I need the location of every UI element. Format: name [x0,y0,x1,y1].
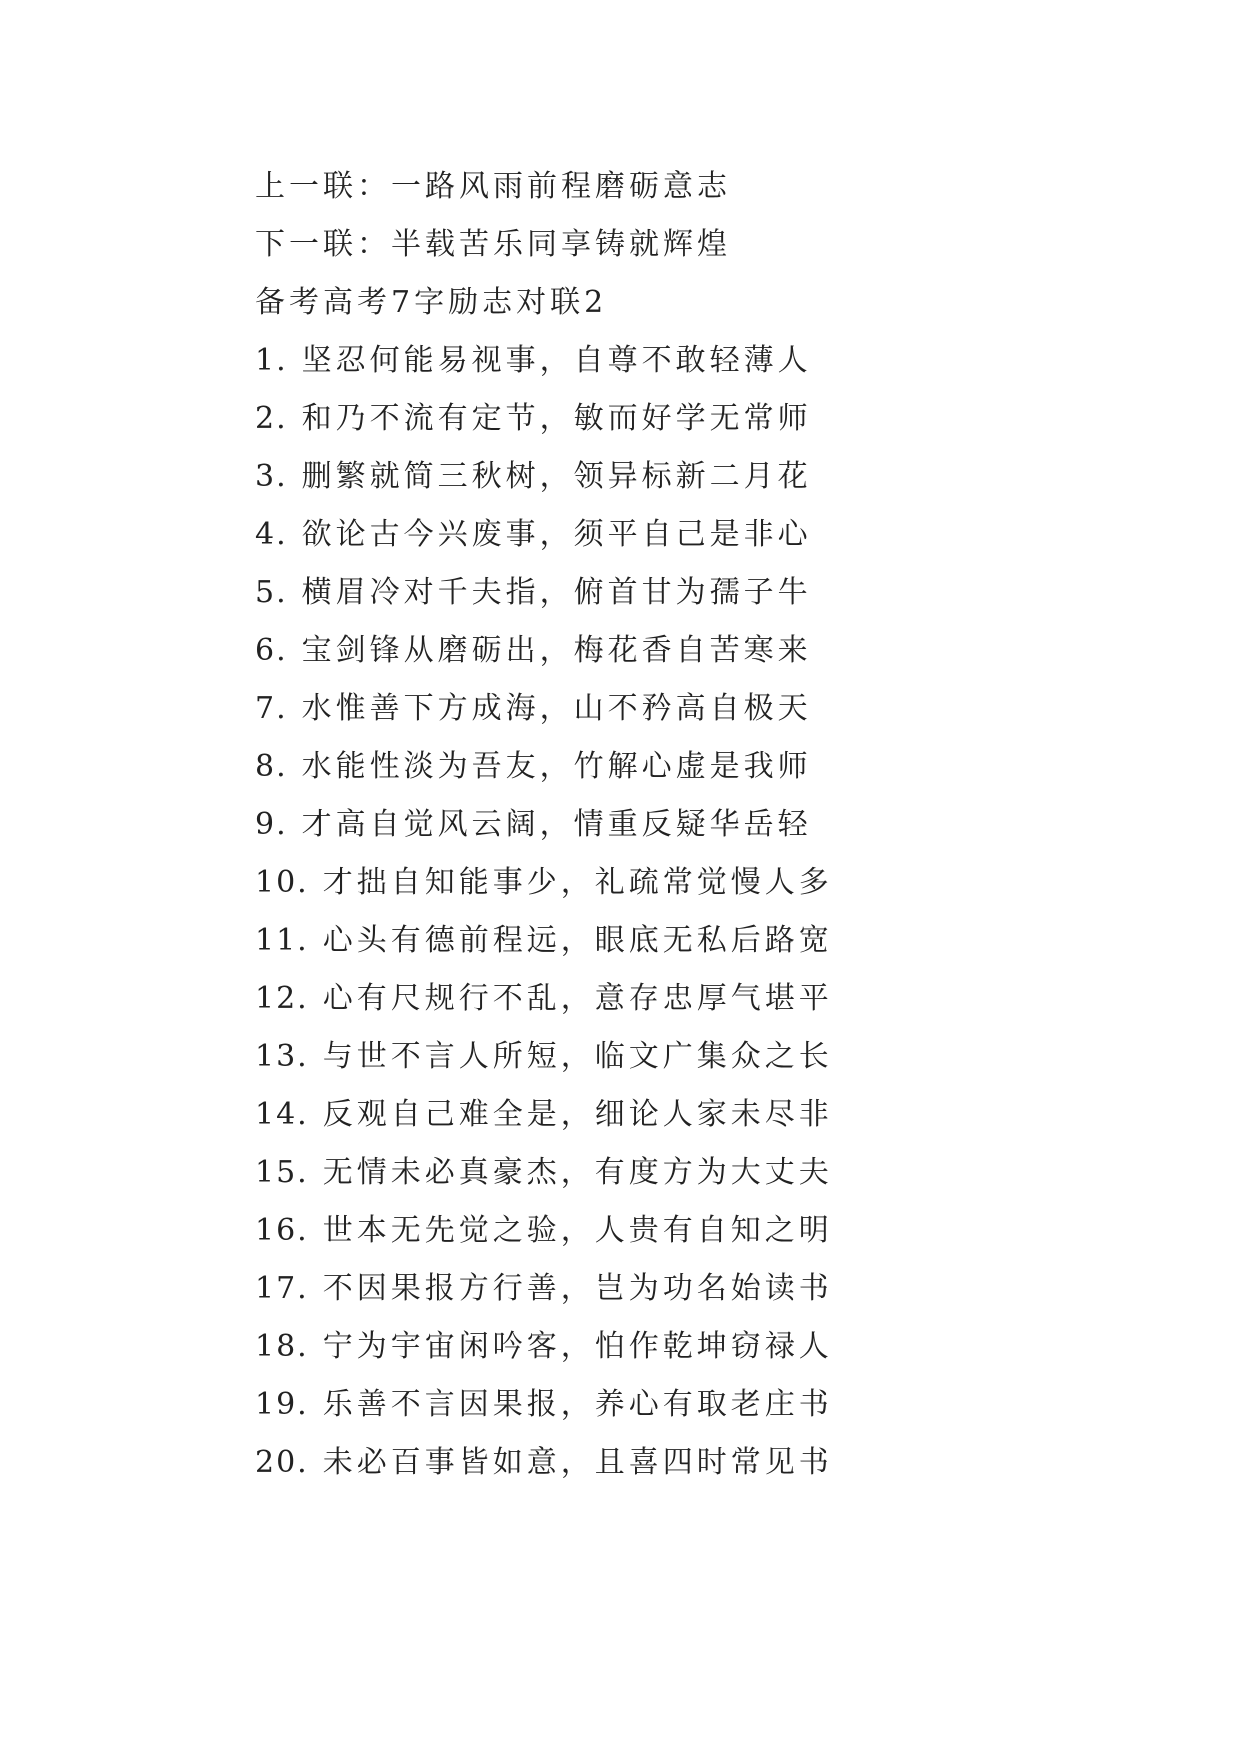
couplet-item [255,390,1155,448]
couplet-number: 14. [255,1097,309,1132]
couplet-text: 反观自己难全是，细论人家未尽非 [322,1097,833,1132]
couplet-item [255,1434,1155,1492]
couplet-text: 水惟善下方成海，山不矜高自极天 [301,691,812,726]
couplet-text: 欲论古今兴废事，须平自己是非心 [301,517,812,552]
couplet-item [255,738,1155,796]
couplet-text: 世本无先觉之验，人贵有自知之明 [322,1213,833,1248]
couplet-item [255,1202,1155,1260]
couplet-item [255,854,1155,912]
couplet-number: 4. [255,517,288,552]
couplet-number: 2. [255,401,288,436]
document-body [255,158,1155,1492]
couplet-text: 和乃不流有定节，敏而好学无常师 [301,401,812,436]
couplet-text: 无情未必真豪杰，有度方为大丈夫 [322,1155,833,1190]
couplet-text: 才拙自知能事少，礼疏常觉慢人多 [322,865,833,900]
couplet-text: 才高自觉风云阔，情重反疑华岳轻 [301,807,812,842]
next-couplet-line: 下一联：半载苦乐同享铸就辉煌 [255,227,731,262]
couplet-text: 不因果报方行善，岂为功名始读书 [322,1271,833,1306]
couplet-number: 1. [255,343,288,378]
couplet-item [255,1318,1155,1376]
couplet-item [255,1086,1155,1144]
couplet-number: 6. [255,633,288,668]
couplet-item [255,680,1155,738]
couplet-number: 8. [255,749,288,784]
couplet-number: 10. [255,865,309,900]
couplet-text: 心有尺规行不乱，意存忠厚气堪平 [322,981,833,1016]
couplet-number: 13. [255,1039,309,1074]
couplet-text: 坚忍何能易视事，自尊不敢轻薄人 [301,343,812,378]
couplet-item [255,1260,1155,1318]
couplet-item [255,970,1155,1028]
couplet-item [255,448,1155,506]
couplet-number: 12. [255,981,309,1016]
couplet-number: 3. [255,459,288,494]
couplet-number: 20. [255,1445,309,1480]
couplet-number: 16. [255,1213,309,1248]
couplet-number: 11. [255,923,309,958]
couplet-number: 5. [255,575,288,610]
section-heading: 备考高考7字励志对联2 [255,285,608,320]
couplet-item [255,564,1155,622]
couplet-text: 横眉冷对千夫指，俯首甘为孺子牛 [301,575,812,610]
couplet-item [255,332,1155,390]
couplet-text: 宝剑锋从磨砺出，梅花香自苦寒来 [301,633,812,668]
couplet-number: 9. [255,807,288,842]
couplet-text: 水能性淡为吾友，竹解心虚是我师 [301,749,812,784]
couplet-text: 心头有德前程远，眼底无私后路宽 [322,923,833,958]
couplet-item [255,796,1155,854]
couplet-item [255,912,1155,970]
couplet-item [255,506,1155,564]
couplet-text: 与世不言人所短，临文广集众之长 [322,1039,833,1074]
couplet-item [255,1376,1155,1434]
couplet-text: 删繁就简三秋树，领异标新二月花 [301,459,812,494]
couplet-list [255,332,1155,1492]
couplet-number: 15. [255,1155,309,1190]
previous-couplet-line: 上一联：一路风雨前程磨砺意志 [255,169,731,204]
couplet-number: 17. [255,1271,309,1306]
couplet-text: 未必百事皆如意，且喜四时常见书 [322,1445,833,1480]
couplet-number: 18. [255,1329,309,1364]
couplet-item [255,1144,1155,1202]
couplet-item [255,622,1155,680]
couplet-number: 19. [255,1387,309,1422]
couplet-item [255,1028,1155,1086]
couplet-number: 7. [255,691,288,726]
couplet-text: 宁为宇宙闲吟客，怕作乾坤窃禄人 [322,1329,833,1364]
couplet-text: 乐善不言因果报，养心有取老庄书 [322,1387,833,1422]
